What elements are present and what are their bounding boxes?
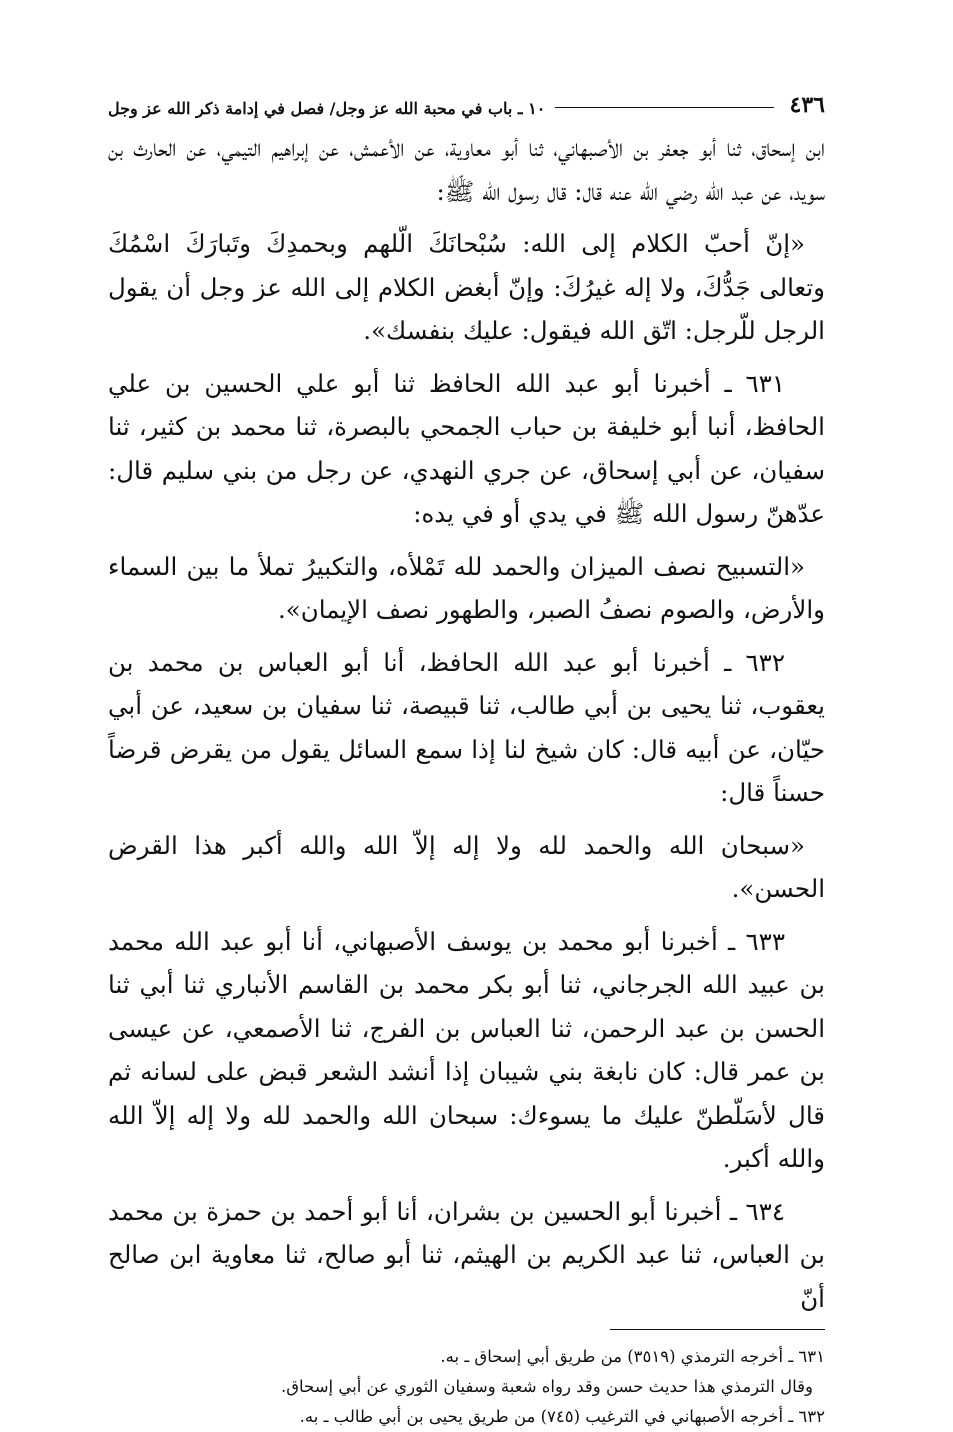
footnote-separator xyxy=(610,1329,825,1330)
hadith-quote: «سبحان الله والحمد لله ولا إله إلاّ الله والله أكبر هذا القرض الحسن». xyxy=(108,830,825,903)
page-number: ٤٣٦ xyxy=(789,92,825,118)
footnote-632: ٦٣٢ ـ أخرجه الأصبهاني في الترغيب (٧٤٥) من طريق يحيى بن أبي طالب ـ به. xyxy=(299,1407,825,1426)
hadith-632: ٦٣٢ ـ أخبرنا أبو عبد الله الحافظ، أنا أبو العباس بن محمد بن يعقوب، ثنا يحيى بن أبي طالب، ثنا قبيصة، ثنا سفيان بن سعيد، عن أبي حيّان، عن أبيه قال: كان شيخ لنا إذا سمع السائل يقول من يقرض قرضاً حسناً قال: xyxy=(108,647,825,807)
paragraph-continuation: ابن إسحاق، ثنا أبو جعفر بن الأصبهاني، ثنا أبو معاوية، عن الأعمش، عن إبراهيم التيمي، عن الحارث بن سويد، عن عبد الله رضي الله عنه قال: قال رسول الله ﷺ: xyxy=(108,133,825,206)
running-header xyxy=(108,78,825,118)
hadith-631: ٦٣١ ـ أخبرنا أبو عبد الله الحافظ ثنا أبو علي الحسين بن علي الحافظ، أنبا أبو خليفة بن حباب الجمحي بالبصرة، ثنا محمد بن كثير، ثنا سفيان، عن أبي إسحاق، عن جري النهدي، عن رجل من بني سليم قال: عدّهنّ رسول الله ﷺ في يدي أو في يده: xyxy=(108,368,825,528)
footnote-631-note: وقال الترمذي هذا حديث حسن وقد رواه شعبة وسفيان الثوري عن أبي إسحاق. xyxy=(280,1377,813,1396)
footnotes xyxy=(108,1342,825,1432)
hadith-634: ٦٣٤ ـ أخبرنا أبو الحسين بن بشران، أنا أبو أحمد بن حمزة بن محمد بن العباس، ثنا عبد الكريم بن الهيثم، ثنا أبو صالح، ثنا معاوية ابن صالح أنّ xyxy=(108,1196,825,1313)
hadith-quote: «التسبيح نصف الميزان والحمد لله تَمْلأه، والتكبيرُ تملأ ما بين السماء والأرض، والصوم نصفُ الصبر، والطهور نصف الإيمان». xyxy=(108,551,825,624)
running-title: ١٠ ـ باب في محبة الله عز وجل/ فصل في إدامة ذكر الله عز وجل xyxy=(108,99,546,118)
hadith-quote: «إنّ أحبّ الكلام إلى الله: سُبْحانَكَ الّلهم وبحمدِكَ وتَبارَكَ اسْمُكَ وتعالى جَدُّكَ، ولا إله غيرُكَ: وإنّ أبغض الكلام إلى الله عز وجل أن يقول الرجل للّرجل: اتّق الله فيقول: عليك بنفسك». xyxy=(108,229,825,345)
main-text xyxy=(108,126,825,1320)
footnote-631: ٦٣١ ـ أخرجه الترمذي (٣٥١٩) من طريق أبي إسحاق ـ به. xyxy=(440,1347,825,1366)
header-rule xyxy=(555,107,773,108)
hadith-633: ٦٣٣ ـ أخبرنا أبو محمد بن يوسف الأصبهاني، أنا أبو عبد الله محمد بن عبيد الله الجرجاني، ثنا أبو بكر محمد بن القاسم الأنباري ثنا أبي ثنا الحسن بن عبد الرحمن، ثنا العباس بن الفرج، ثنا الأصمعي، عن عيسى بن عمر قال: كان نابغة بني شيبان إذا أنشد الشعر قبض على لسانه ثم قال لأسَلّطنّ عليك ما يسوءك: سبحان الله والحمد لله ولا إله إلاّ الله والله أكبر. xyxy=(108,926,825,1173)
